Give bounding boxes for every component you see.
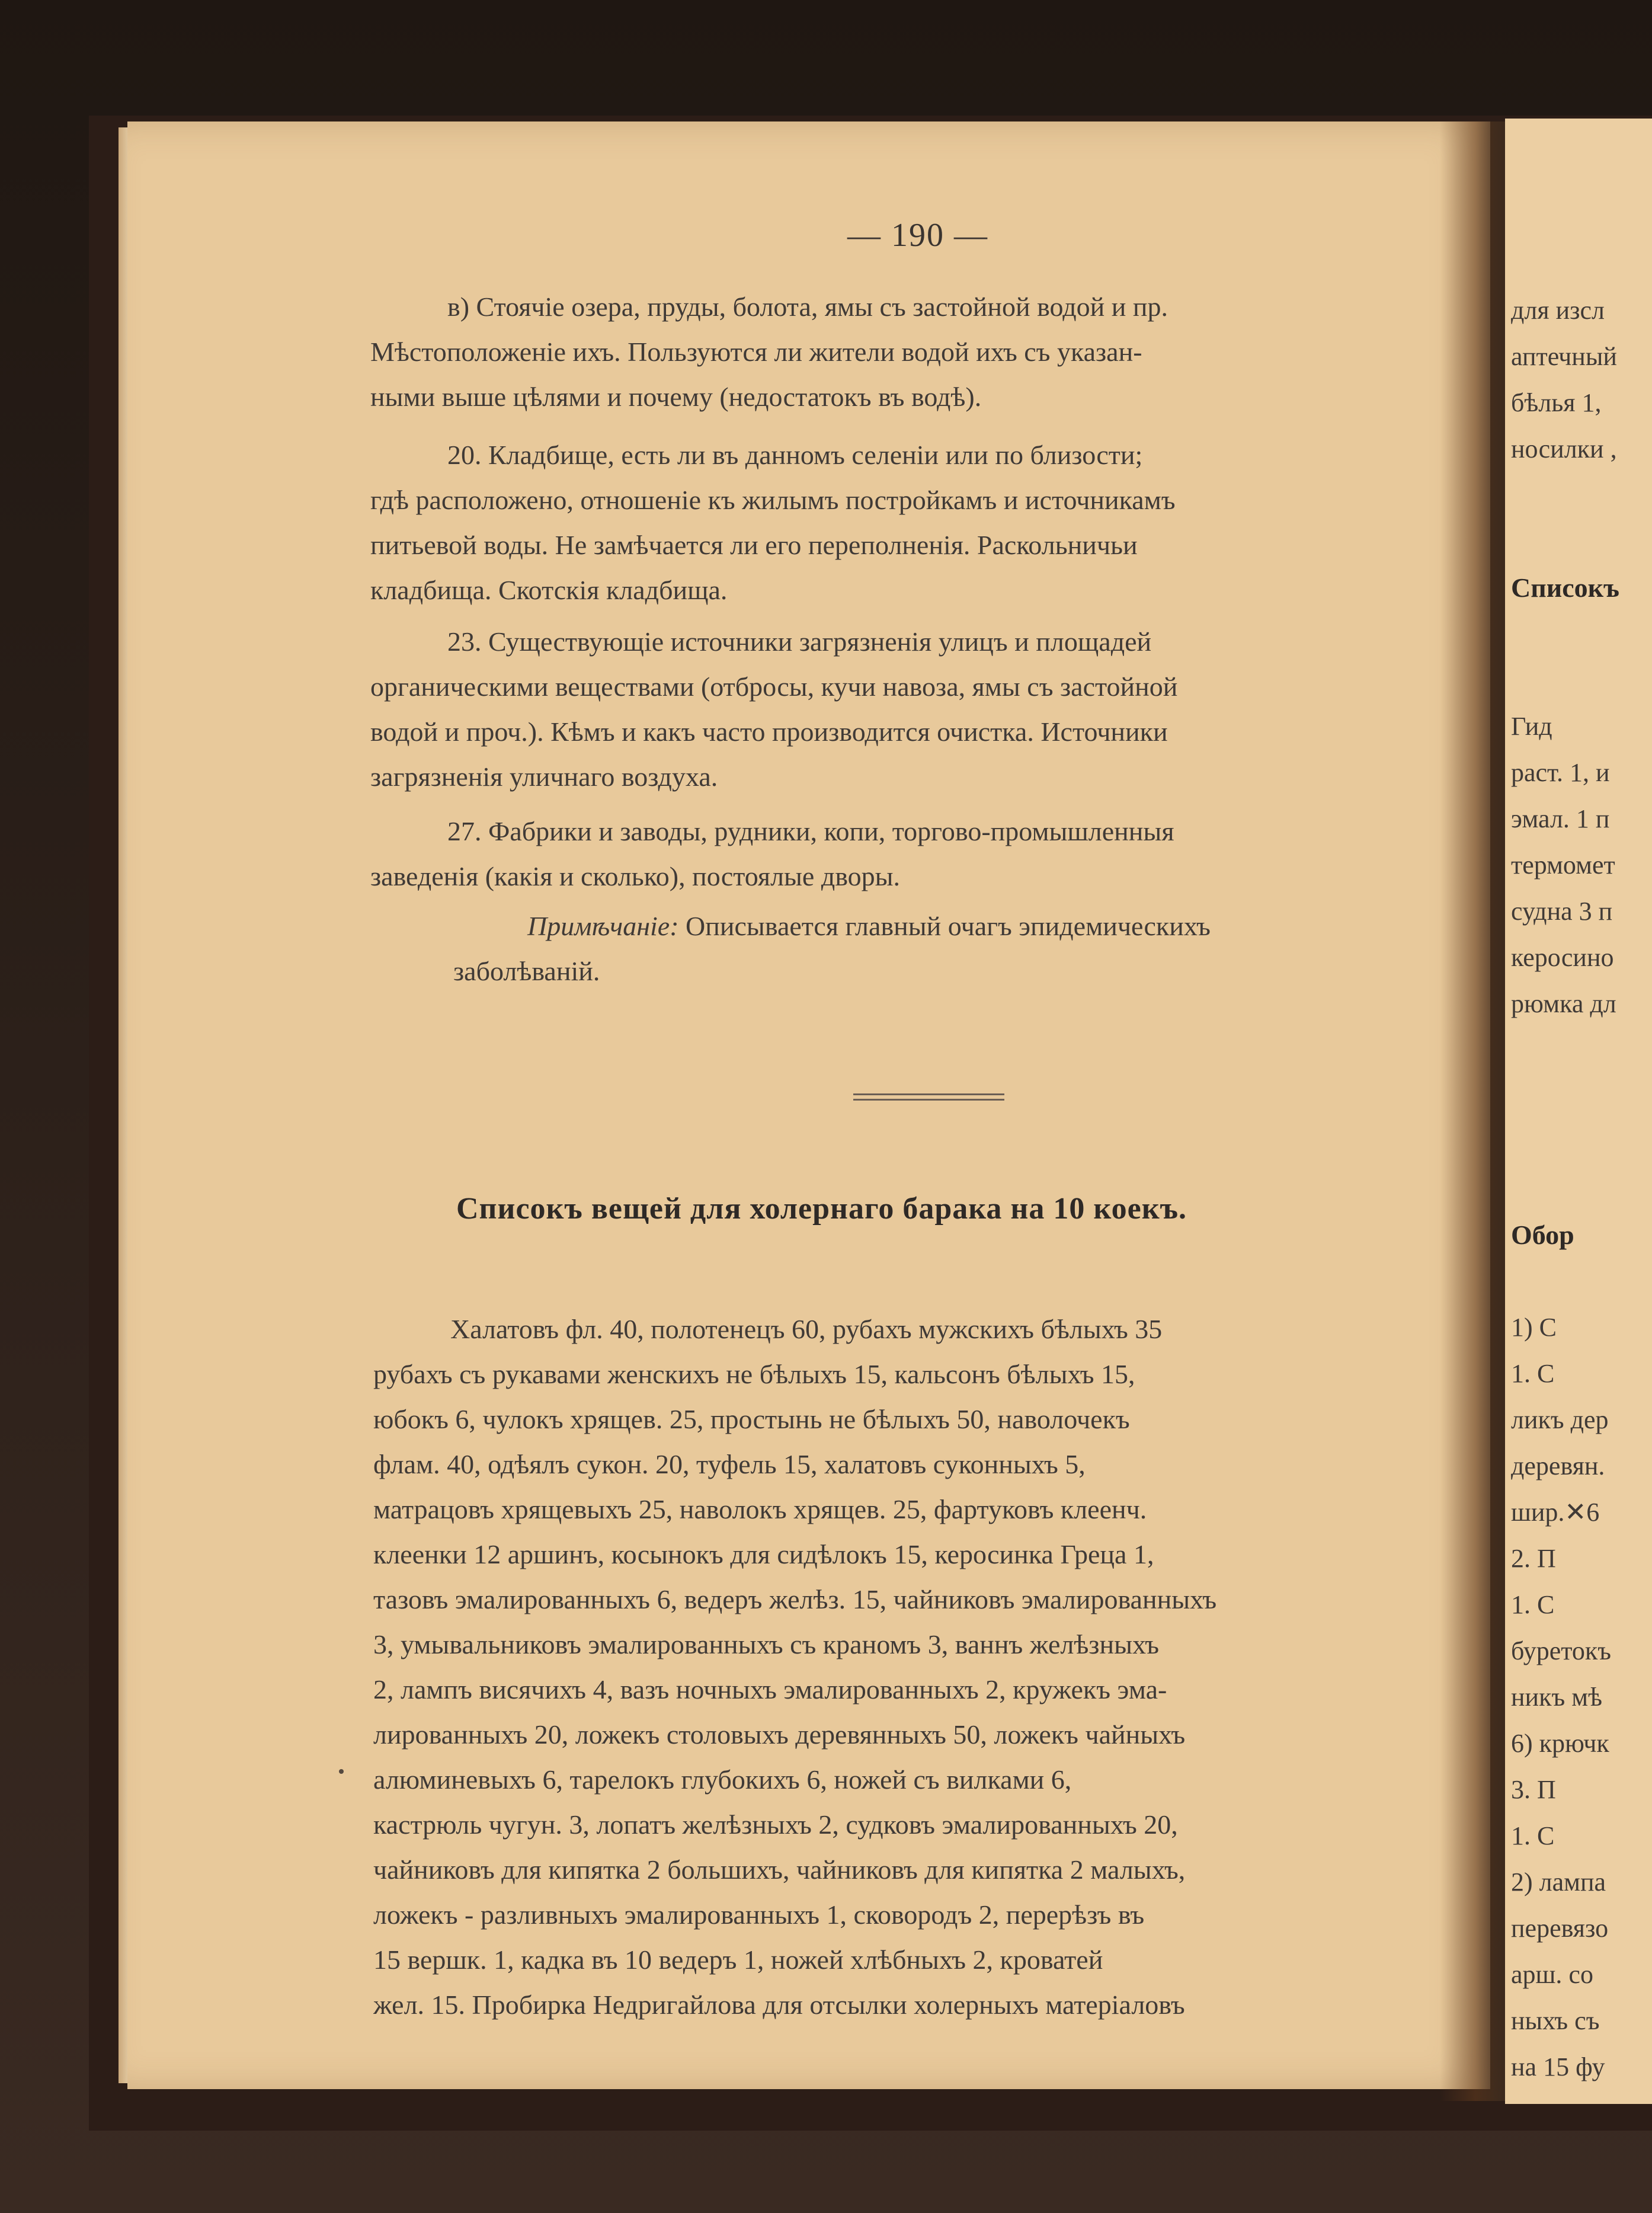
- right-page-text: [1511, 287, 1652, 2090]
- right-page-line: никъ мѣ: [1511, 1683, 1602, 1712]
- right-page-line: 6) крючк: [1511, 1729, 1609, 1758]
- list-line: алюминевыхъ 6, тарелокъ глубокихъ 6, ножей съ вилками 6,: [373, 1764, 1072, 1795]
- paragraph-line: 20. Кладбище, есть ли въ данномъ селеніи или по близости;: [447, 440, 1143, 470]
- list-line: клеенки 12 аршинъ, косынокъ для сидѣлокъ 15, керосинка Греца 1,: [373, 1539, 1154, 1569]
- paragraph-line: в) Стоячіе озера, пруды, болота, ямы съ застойной водой и пр.: [447, 292, 1168, 322]
- paragraph-line: 27. Фабрики и заводы, рудники, копи, торгово-промышленныя: [447, 816, 1174, 846]
- right-page-line: [1511, 1258, 1652, 1304]
- right-page-line: для изсл: [1511, 296, 1605, 325]
- list-line: 15 вершк. 1, кадка въ 10 ведеръ 1, ножей хлѣбныхъ 2, кроватей: [373, 1945, 1103, 1975]
- paragraph-line: водой и проч.). Кѣмъ и какъ часто производится очистка. Источники: [370, 717, 1168, 747]
- section-divider: [853, 1093, 1004, 1101]
- list-line: лированныхъ 20, ложекъ столовыхъ деревянныхъ 50, ложекъ чайныхъ: [373, 1719, 1186, 1750]
- right-page-line: буретокъ: [1511, 1636, 1612, 1665]
- right-page-line: эмал. 1 п: [1511, 804, 1610, 833]
- right-page-line: 2) лампа: [1511, 1867, 1606, 1897]
- right-page-line: Обор: [1511, 1220, 1574, 1250]
- right-page-line: бѣлья 1,: [1511, 388, 1602, 417]
- right-page-line: [1511, 1073, 1652, 1120]
- margin-mark: [339, 1769, 344, 1774]
- right-page-line: 3. П: [1511, 1775, 1556, 1804]
- right-page-line: [1511, 1166, 1652, 1212]
- list-line: 2, лампъ висячихъ 4, вазъ ночныхъ эмалированныхъ 2, кружекъ эма-: [373, 1674, 1167, 1704]
- paragraph-v: [370, 284, 1458, 420]
- right-page-line: аптечный: [1511, 342, 1617, 371]
- right-page-line: Гид: [1511, 712, 1552, 741]
- right-page-line: арш. со: [1511, 1960, 1593, 1989]
- right-page-line: 1. С: [1511, 1359, 1555, 1388]
- list-line: юбокъ 6, чулокъ хрящев. 25, простынь не бѣлыхъ 50, наволочекъ: [373, 1404, 1130, 1434]
- right-page-line: 1. С: [1511, 1590, 1555, 1619]
- list-line: 3, умывальниковъ эмалированныхъ съ краномъ 3, ваннъ желѣзныхъ: [373, 1629, 1160, 1659]
- paragraph-note: [453, 904, 1458, 994]
- right-page-line: шир.✕6: [1511, 1498, 1600, 1527]
- right-page-line: Списокъ: [1511, 573, 1619, 603]
- list-line: тазовъ эмалированныхъ 6, ведеръ желѣз. 15, чайниковъ эмалированныхъ: [373, 1584, 1217, 1614]
- right-page-line: [1511, 611, 1652, 657]
- item-list: [373, 1307, 1464, 2027]
- list-line: матрацовъ хрящевыхъ 25, наволокъ хрящев. 25, фартуковъ клеенч.: [373, 1494, 1147, 1524]
- right-page-line: 2. П: [1511, 1544, 1556, 1573]
- right-page-line: перевязо: [1511, 1914, 1609, 1943]
- right-page-line: 1. С: [1511, 1821, 1555, 1850]
- paragraph-line: загрязненія уличнаго воздуха.: [370, 762, 718, 792]
- note-label: Примѣчаніе:: [527, 911, 679, 941]
- right-page-line: ныхъ съ: [1511, 2006, 1600, 2035]
- list-line: Халатовъ фл. 40, полотенецъ 60, рубахъ мужскихъ бѣлыхъ 35: [450, 1314, 1163, 1344]
- right-page-line: 1) С: [1511, 1313, 1557, 1342]
- paragraph-line: кладбища. Скотскія кладбища.: [370, 575, 728, 605]
- paragraph-line: заведенія (какія и сколько), постоялые дворы.: [370, 861, 901, 891]
- right-page-line: носилки ,: [1511, 434, 1617, 463]
- right-page-line: [1511, 1027, 1652, 1073]
- paragraph-20: [370, 433, 1458, 613]
- note-text: Описывается главный очагъ эпидемическихъ: [686, 911, 1211, 941]
- right-page-line: деревян.: [1511, 1451, 1605, 1480]
- paragraph-line: органическими веществами (отбросы, кучи навоза, ямы съ застойной: [370, 671, 1178, 702]
- paragraph-line: питьевой воды. Не замѣчается ли его переполненія. Раскольничьи: [370, 530, 1138, 560]
- right-page-line: раст. 1, и: [1511, 758, 1610, 787]
- list-line: рубахъ съ рукавами женскихъ не бѣлыхъ 15, кальсонъ бѣлыхъ 15,: [373, 1359, 1135, 1389]
- section-heading: Списокъ вещей для холернаго барака на 10 коекъ.: [456, 1192, 1187, 1226]
- right-page-line: [1511, 657, 1652, 703]
- paragraph-line: ными выше цѣлями и почему (недостатокъ въ водѣ).: [370, 382, 982, 412]
- right-page-line: судна 3 п: [1511, 897, 1613, 926]
- right-page: [1505, 119, 1652, 2104]
- page-number: — 190 —: [847, 217, 988, 254]
- paragraph-line: заболѣваній.: [453, 956, 600, 986]
- right-page-line: [1511, 472, 1652, 519]
- list-line: чайниковъ для кипятка 2 большихъ, чайниковъ для кипятка 2 малыхъ,: [373, 1854, 1186, 1885]
- list-line: ложекъ - разливныхъ эмалированныхъ 1, сковородъ 2, перерѣзъ въ: [373, 1899, 1145, 1930]
- paragraph-line: 23. Существующіе источники загрязненія улицъ и площадей: [447, 626, 1152, 657]
- paragraph-line: гдѣ расположено, отношеніе къ жилымъ постройкамъ и источникамъ: [370, 485, 1176, 515]
- paragraph-23: [370, 619, 1458, 800]
- right-page-line: рюмка дл: [1511, 989, 1616, 1018]
- right-page-line: термомет: [1511, 850, 1615, 880]
- list-line: кастрюль чугун. 3, лопатъ желѣзныхъ 2, судковъ эмалированныхъ 20,: [373, 1809, 1178, 1840]
- list-line: флам. 40, одѣялъ сукон. 20, туфель 15, халатовъ суконныхъ 5,: [373, 1449, 1086, 1479]
- paragraph-line: Мѣстоположеніе ихъ. Пользуются ли жители водой ихъ съ указан-: [370, 337, 1142, 367]
- right-page-line: [1511, 1120, 1652, 1166]
- note-first-line: [453, 904, 1458, 949]
- right-page-line: на 15 фу: [1511, 2052, 1605, 2081]
- list-line: жел. 15. Пробирка Недригайлова для отсылки холерныхъ матеріаловъ: [373, 1990, 1185, 2020]
- right-page-line: керосино: [1511, 943, 1614, 972]
- right-page-line: [1511, 519, 1652, 565]
- paragraph-27: [370, 809, 1458, 899]
- right-page-line: ликъ дер: [1511, 1405, 1609, 1434]
